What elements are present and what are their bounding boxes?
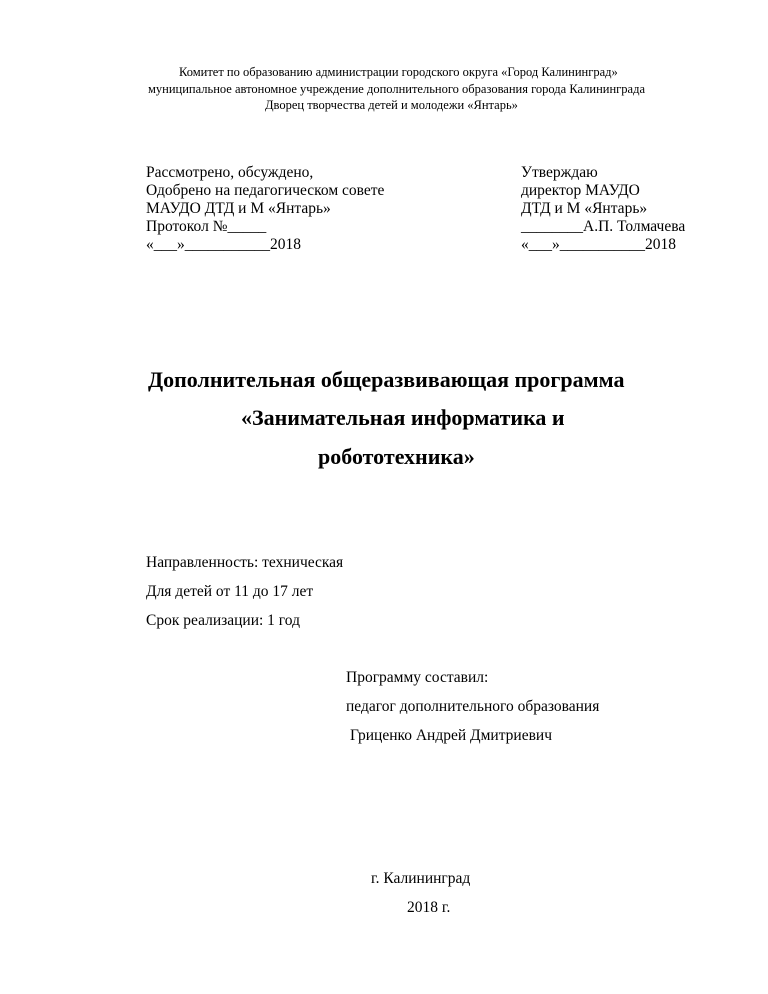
header-palace: Дворец творчества детей и молодежи «Янтарь» xyxy=(265,98,518,112)
approval-left-org: МАУДО ДТД и М «Янтарь» xyxy=(146,200,331,217)
header-committee: Комитет по образованию администрации городского округа «Город Калининград» xyxy=(179,65,618,79)
author-position: педагог дополнительного образования xyxy=(346,698,600,715)
info-age: Для детей от 11 до 17 лет xyxy=(146,583,314,600)
approval-right-signature: ________А.П. Толмачева xyxy=(521,218,686,235)
info-direction: Направленность: техническая xyxy=(146,554,344,571)
approval-right-date: «___»___________2018 xyxy=(521,236,676,253)
approval-right-director: директор МАУДО xyxy=(521,182,640,199)
approval-right-approve: Утверждаю xyxy=(521,164,598,181)
approval-left-approved: Одобрено на педагогическом совете xyxy=(146,182,385,199)
author-label: Программу составил: xyxy=(346,669,489,686)
title-line-3: робототехника» xyxy=(318,444,475,469)
title-line-1: Дополнительная общеразвивающая программа xyxy=(148,367,625,392)
approval-right-org: ДТД и М «Янтарь» xyxy=(521,200,648,217)
header-institution: муниципальное автономное учреждение дополнительного образования города Калининграда xyxy=(148,82,646,96)
info-term: Срок реализации: 1 год xyxy=(146,612,300,629)
footer-year: 2018 г. xyxy=(407,899,451,916)
footer-city: г. Калининград xyxy=(371,870,471,887)
approval-left-considered: Рассмотрено, обсуждено, xyxy=(146,164,314,181)
approval-left-protocol: Протокол №_____ xyxy=(146,218,267,235)
approval-left-date: «___»___________2018 xyxy=(146,236,301,253)
author-name: Гриценко Андрей Дмитриевич xyxy=(350,727,553,744)
title-line-2: «Занимательная информатика и xyxy=(241,405,565,430)
